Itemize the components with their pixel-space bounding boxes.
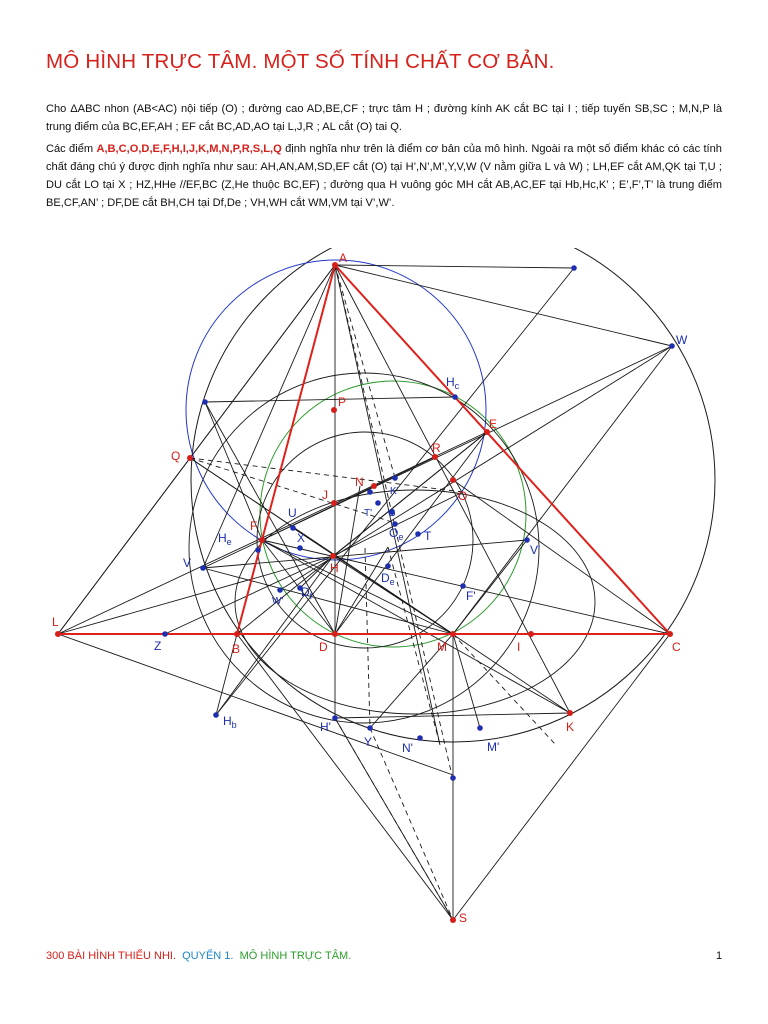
geometry-figure xyxy=(40,248,730,938)
point-V xyxy=(200,565,206,571)
circle-LQ xyxy=(235,490,595,714)
point-A xyxy=(332,262,338,268)
label-W: W xyxy=(676,333,688,347)
label-F: F xyxy=(250,519,258,533)
label-Y: Y xyxy=(364,735,373,749)
page-number: 1 xyxy=(716,950,723,962)
label-A: A xyxy=(339,251,348,265)
label-S: S xyxy=(459,911,468,925)
point-O xyxy=(450,477,456,483)
footer-topic: MÔ HÌNH TRỰC TÂM. xyxy=(239,950,352,962)
point-T xyxy=(415,531,421,537)
label-M: M xyxy=(437,640,447,654)
point-extra xyxy=(450,775,456,781)
point-N xyxy=(371,483,377,489)
label-M-prime: M' xyxy=(487,740,500,754)
label-F-prime: F' xyxy=(466,589,476,603)
footer-volume: QUYỂN 1. xyxy=(182,950,234,962)
point-W-prime xyxy=(277,587,283,593)
point-top-left xyxy=(202,399,208,405)
footer-series: 300 BÀI HÌNH THIẾU NHI. xyxy=(46,950,176,962)
point-N-prime xyxy=(417,735,423,741)
label-D: D xyxy=(319,640,328,654)
point-Hc xyxy=(452,394,458,400)
point-J xyxy=(331,500,337,506)
label-N: N xyxy=(355,475,364,489)
label-Oe: $O_e$ xyxy=(389,526,404,542)
label-I: I xyxy=(517,640,521,654)
label-Hc: $H_c$ xyxy=(446,375,460,391)
label-R: R xyxy=(432,441,441,455)
label-H: H xyxy=(330,561,339,575)
point-X xyxy=(297,545,303,551)
point-F-prime xyxy=(460,583,466,589)
problem-statement: Cho ΔABC nhon (AB<AC) nội tiếp (O) ; đường cao AD,BE,CF ; trực tâm H ; đường kính AK cắt BC tại I ; tiếp tuyến SB,SC ; M,N,P là trung điểm của BC,EF,AH ; EF cắt BC,AD,AO tại L,J,R ; AL cắt (O) tai Q. xyxy=(46,103,722,133)
point-V-prime xyxy=(524,537,530,543)
point-H xyxy=(330,553,336,559)
label-V-prime: V' xyxy=(530,543,541,557)
label-B: B xyxy=(232,642,241,656)
label-O: O xyxy=(458,489,468,503)
label-X: X xyxy=(297,531,306,545)
label-J: J xyxy=(322,488,328,502)
label-Z: Z xyxy=(154,639,162,653)
label-P: P xyxy=(338,395,347,409)
label-Hb: $H_b$ xyxy=(223,714,237,730)
point-top-right xyxy=(571,265,577,271)
point-Q xyxy=(187,455,193,461)
point-L xyxy=(55,631,61,637)
label-U: U xyxy=(288,506,297,520)
label-C: C xyxy=(672,640,681,654)
point-F xyxy=(259,537,265,543)
point-H-prime xyxy=(332,715,338,721)
label-K: K xyxy=(566,720,575,734)
point-W xyxy=(669,343,675,349)
label-E: E xyxy=(489,417,498,431)
definitions-paragraph xyxy=(46,140,722,212)
label-G: G xyxy=(388,508,396,519)
basic-points-list: A,B,C,O,D,E,F,H,I,J,K,M,N,P,R,S,L,Q xyxy=(96,143,282,155)
point-He xyxy=(255,547,261,553)
point-Z xyxy=(162,631,168,637)
point-C xyxy=(667,631,673,637)
label-Df: $D_f$ xyxy=(301,585,313,601)
label-H-prime: H' xyxy=(320,720,331,734)
point-D-foot xyxy=(367,489,373,495)
point-M-prime xyxy=(477,725,483,731)
point-U xyxy=(290,525,296,531)
label-V: V xyxy=(183,556,192,570)
point-Hb xyxy=(213,712,219,718)
definitions-prefix: Các điểm xyxy=(46,143,97,155)
label-T: T xyxy=(424,529,432,543)
point-D xyxy=(332,631,338,637)
label-Q: Q xyxy=(171,449,181,463)
point-T-prime xyxy=(375,500,381,506)
label-He: $H_e$ xyxy=(218,531,232,547)
label-L: L xyxy=(52,615,59,629)
label-T-prime: T' xyxy=(364,508,373,519)
definitions-text: định nghĩa như trên là điểm cơ bản của mô hình. Ngoài ra một số điểm khác có các tính chất đáng chú ý được định nghĩa như sau: AH,AN,AM,SD,EF cắt (O) tại H’,N’,M’,Y,V,W (V nằm giữa L và W) ; LH,EF cắt AM,QK tại T,U ; DU cắt LO tại X ; HZ,HHe //EF,BC (Z,He thuộc BC,EF) ; đường qua H vuông góc MH cắt AB,AC,EF tại Hb,Hc,K’ ; E’,F’,T’ là trung điểm BE,CF,AN’ ; DF,DE cắt BH,CH tại Df,De ; VH,WH cắt WM,VM tại V’,W’. xyxy=(46,143,722,209)
label-N-prime: N' xyxy=(402,741,413,755)
label-W-prime: W' xyxy=(272,596,284,607)
point-I xyxy=(528,631,534,637)
label-K-prime: K' xyxy=(390,486,399,497)
point-M xyxy=(450,631,456,637)
point-K xyxy=(567,710,573,716)
point-S xyxy=(450,917,456,923)
page-title: MÔ HÌNH TRỰC TÂM. MỘT SỐ TÍNH CHẤT CƠ BẢN. xyxy=(46,50,555,73)
point-Y xyxy=(367,725,373,731)
point-P xyxy=(331,407,337,413)
label-De: $D_e$ xyxy=(381,571,395,587)
point-De xyxy=(385,563,391,569)
footer xyxy=(46,950,351,962)
point-B xyxy=(234,631,240,637)
point-K-prime xyxy=(392,475,398,481)
